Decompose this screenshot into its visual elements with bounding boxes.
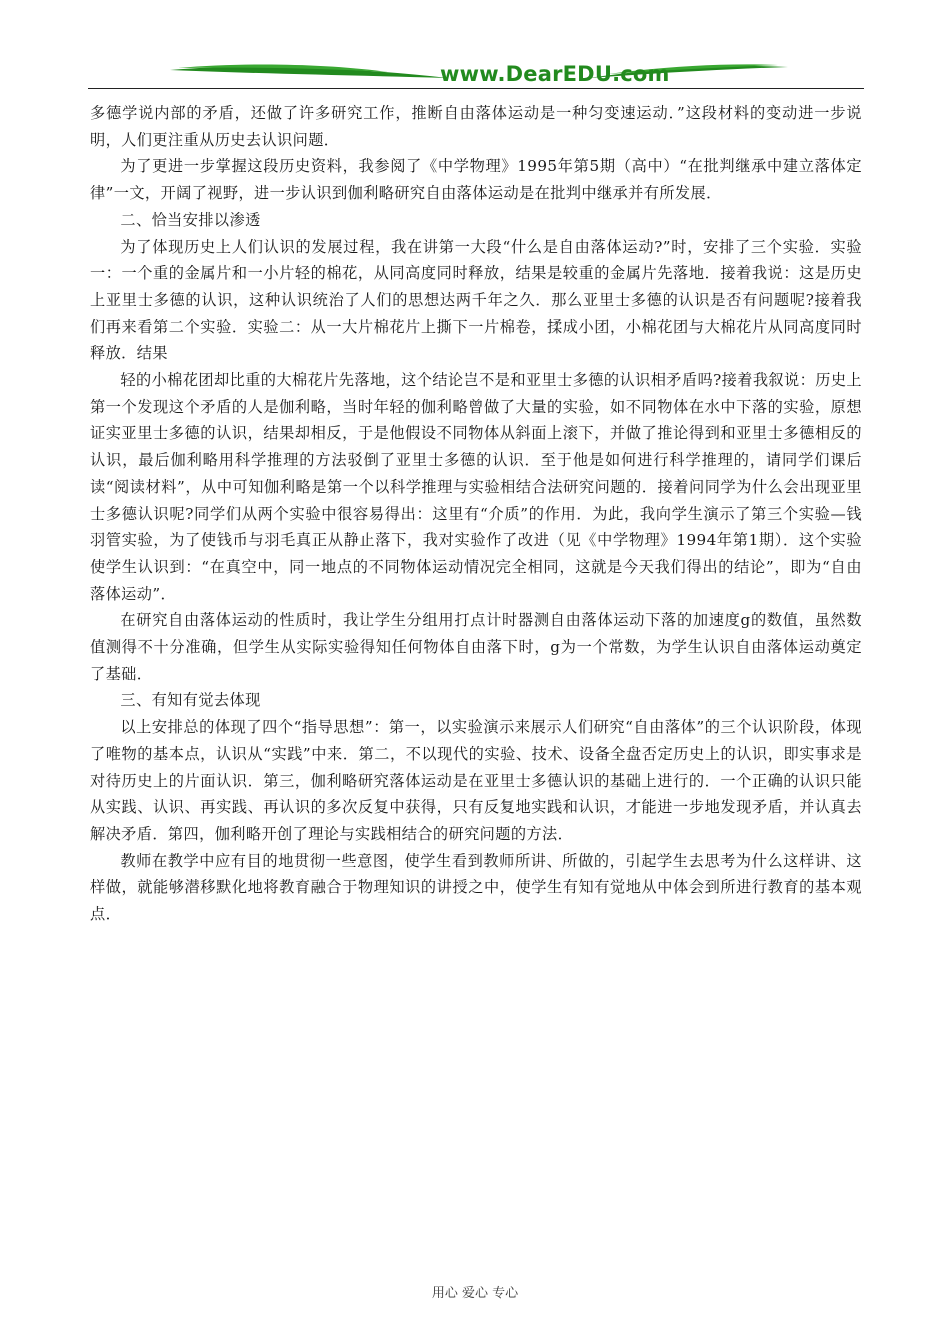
page-footer: 用心 爱心 专心 [431, 1286, 519, 1301]
document-body [90, 100, 862, 928]
paragraph: 多德学说内部的矛盾，还做了许多研究工作，推断自由落体运动是一种匀变速运动．”这段材料的变动进一步说明，人们更注重从历史去认识问题． [90, 104, 862, 149]
section-heading: 二、恰当安排以渗透 [120, 210, 261, 229]
paragraph: 为了体现历史上人们认识的发展过程，我在讲第一大段“什么是自由落体运动?”时，安排了三个实验．实验一：一个重的金属片和一小片轻的棉花，从同高度同时释放，结果是较重的金属片先落地．接着我说：这是历史上亚里士多德的认识，这种认识统治了人们的思想达两千年之久．那么亚里士多德的认识是否有问题呢?接着我们再来看第二个实验．实验二：从一大片棉花片上撕下一片棉卷，揉成小团，小棉花团与大棉花片从同高度同时释放．结果 [90, 237, 862, 363]
header-banner [88, 58, 864, 90]
paragraph: 以上安排总的体现了四个“指导思想”：第一，以实验演示来展示人们研究“自由落体”的三个认识阶段，体现了唯物的基本点，认识从“实践”中来．第二，不以现代的实验、技术、设备全盘否定历史上的认识，即实事求是对待历史上的片面认识．第三，伽利略研究落体运动是在亚里士多德认识的基础上进行的．一个正确的认识只能从实践、认识、再实践、再认识的多次反复中获得，只有反复地实践和认识，才能进一步地发现矛盾，并认真去解决矛盾．第四，伽利略开创了理论与实践相结合的研究问题的方法． [90, 718, 862, 843]
paragraph: 在研究自由落体运动的性质时，我让学生分组用打点计时器测自由落体运动下落的加速度g的数值，虽然数值测得不十分准确，但学生从实际实验得知任何物体自由落下时，g为一个常数，为学生认识自由落体运动奠定了基础． [90, 611, 862, 683]
paragraph: 轻的小棉花团却比重的大棉花片先落地，这个结论岂不是和亚里士多德的认识相矛盾吗?接着我叙说：历史上第一个发现这个矛盾的人是伽利略，当时年轻的伽利略曾做了大量的实验，如不同物体在水中下落的实验，原想证实亚里士多德的认识，结果却相反，于是他假设不同物体从斜面上滚下，并做了推论得到和亚里士多德相反的认识，最后伽利略用科学推理的方法驳倒了亚里士多德的认识．至于他是如何进行科学推理的，请同学们课后读“阅读材料”，从中可知伽利略是第一个以科学推理与实验相结合法研究问题的．接着问同学为什么会出现亚里士多德认识呢?同学们从两个实验中很容易得出：这里有“介质”的作用．为此，我向学生演示了第三个实验—钱羽管实验，为了使钱币与羽毛真正从静止落下，我对实验作了改进（见《中学物理》1994年第1期）．这个实验使学生认识到：“在真空中，同一地点的不同物体运动情况完全相同，这就是今天我们得出的结论”，即为“自由落体运动”． [90, 371, 862, 603]
header-rule [88, 88, 864, 89]
section-heading: 三、有知有觉去体现 [120, 691, 261, 710]
paragraph: 教师在教学中应有目的地贯彻一些意图，使学生看到教师所讲、所做的，引起学生去思考为什么这样讲、这样做，就能够潜移默化地将教育融合于物理知识的讲授之中，使学生有知有觉地从中体会到所进行教育的基本观点． [90, 851, 862, 924]
site-logo-text: www.DearEDU.com [440, 62, 670, 86]
paragraph: 为了更进一步掌握这段历史资料，我参阅了《中学物理》1995年第5期（高中）“在批判继承中建立落体定律”一文，开阔了视野，进一步认识到伽利略研究自由落体运动是在批判中继承并有所发展． [90, 157, 862, 203]
